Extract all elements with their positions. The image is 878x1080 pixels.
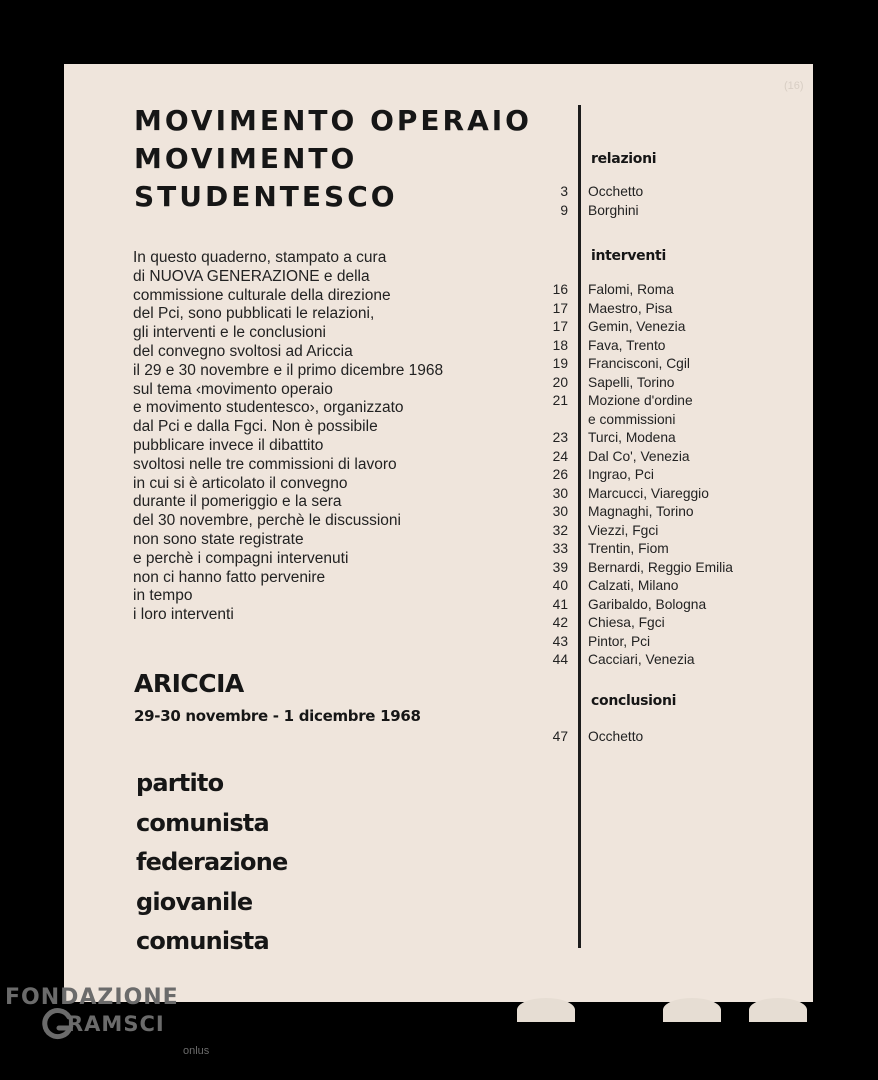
toc-entry-name: Maestro, Pisa [588, 300, 673, 316]
title-line: MOVIMENTO [134, 142, 358, 175]
watermark-logo [5, 985, 210, 1057]
intro-line: di NUOVA GENERAZIONE e della [133, 267, 370, 285]
toc-entry-name: Pintor, Pci [588, 633, 651, 649]
toc-entry [534, 522, 813, 541]
toc-entry [534, 728, 813, 747]
toc-entry [534, 374, 813, 393]
toc-entry [534, 355, 813, 374]
toc-entry-name: Viezzi, Fgci [588, 522, 659, 538]
intro-line: svoltosi nelle tre commissioni di lavoro [133, 455, 397, 473]
toc-entry [534, 651, 813, 670]
watermark-line1: FONDAZIONE [5, 985, 179, 1010]
toc-page-number: 30 [552, 504, 568, 519]
intro-line: durante il pomeriggio e la sera [133, 493, 342, 511]
toc-page-number: 47 [552, 729, 568, 744]
toc-page-number: 39 [552, 559, 568, 575]
toc-page-number: 9 [560, 202, 568, 218]
toc-page-number: 30 [552, 485, 568, 501]
toc-entry-name: Trentin, Fiom [588, 541, 669, 556]
toc-entry-name: Magnaghi, Torino [588, 504, 694, 519]
organizer-line: giovanile [136, 887, 253, 916]
toc-entry-name: Marcucci, Viareggio [588, 485, 709, 501]
intro-line: del Pci, sono pubblicati le relazioni, [133, 305, 375, 323]
intro-line: il 29 e 30 novembre e il primo dicembre 1968 [133, 361, 444, 379]
organizer-line: comunista [136, 808, 269, 837]
toc-entry [534, 429, 813, 448]
toc-entry [534, 540, 813, 559]
toc-entry [534, 392, 813, 411]
place-heading: ARICCIA [134, 669, 244, 698]
intro-line: del 30 novembre, perchè le discussioni [133, 512, 401, 530]
toc-entry [534, 596, 813, 615]
toc-page-number: 23 [552, 430, 568, 445]
toc-page-number: 41 [552, 596, 568, 612]
toc-page-number: 33 [552, 541, 568, 556]
document-title [134, 102, 532, 216]
toc-entry-name: Chiesa, Fgci [588, 615, 665, 630]
toc-entry [534, 577, 813, 596]
organizer-line: comunista [136, 927, 269, 955]
toc-entry [534, 559, 813, 578]
toc-entry-name: Cacciari, Venezia [588, 652, 695, 667]
toc-page-number: 24 [552, 448, 568, 464]
intro-line: In questo quaderno, stampato a cura [133, 249, 387, 266]
toc-entry [534, 485, 813, 504]
toc-entry-name: Garibaldo, Bologna [588, 596, 707, 612]
intro-line: non ci hanno fatto pervenire [133, 568, 326, 586]
document-page [64, 64, 813, 1002]
intro-line: i loro interventi [133, 606, 234, 624]
organizer-line: federazione [136, 848, 288, 876]
toc-entry-name: Calzati, Milano [588, 578, 679, 593]
intro-line: dal Pci e dalla Fgci. Non è possibile [133, 418, 378, 436]
toc-entry-name: Occhetto [588, 729, 644, 744]
toc-entry [534, 411, 813, 430]
page-edge-shape [517, 998, 575, 1022]
toc-page-number: 20 [552, 374, 568, 390]
toc-entry-name: e commissioni [588, 411, 676, 427]
toc-page-number: 16 [552, 282, 568, 297]
intro-paragraph [133, 249, 503, 625]
toc-entry [534, 448, 813, 467]
title-line: MOVIMENTO OPERAIO [134, 104, 532, 137]
toc-page-number: 44 [552, 652, 568, 667]
toc-entry [534, 614, 813, 633]
toc-page-number: 18 [552, 337, 568, 353]
toc-page-number: 3 [560, 184, 568, 199]
title-line: STUDENTESCO [134, 180, 398, 213]
watermark-line2-row [41, 1007, 179, 1041]
toc-entry-name: Fava, Trento [588, 337, 666, 353]
toc-page-number: 40 [552, 578, 568, 593]
toc-entry-name: Borghini [588, 202, 639, 218]
toc-page-number: 32 [552, 522, 568, 538]
toc-entry-name: Bernardi, Reggio Emilia [588, 559, 733, 575]
intro-line: e perchè i compagni intervenuti [133, 549, 349, 567]
page-edge-shape [663, 998, 721, 1022]
toc-page-number: 43 [552, 633, 568, 649]
toc-relazioni-list [534, 183, 813, 220]
toc-entry-name: Dal Co', Venezia [588, 448, 690, 464]
intro-line: gli interventi e le conclusioni [133, 324, 326, 342]
page-edge-shape [749, 998, 807, 1022]
toc-entry [534, 633, 813, 652]
toc-entry [534, 300, 813, 319]
toc-entry [534, 503, 813, 522]
toc-entry-name: Turci, Modena [588, 430, 676, 445]
toc-entry-name: Gemin, Venezia [588, 319, 686, 334]
intro-line: in tempo [133, 587, 193, 605]
toc-interventi-list [534, 281, 813, 670]
toc-page-number: 17 [552, 300, 568, 316]
toc-page-number: 21 [552, 393, 568, 408]
intro-line: pubblicare invece il dibattito [133, 436, 324, 454]
watermark-line2: RAMSCI [67, 1012, 165, 1036]
event-dates: 29-30 novembre - 1 dicembre 1968 [134, 707, 421, 725]
toc-entry [534, 202, 813, 221]
toc-entry-name: Ingrao, Pci [588, 467, 654, 482]
intro-line: in cui si è articolato il convegno [133, 474, 348, 492]
intro-line: sul tema ‹movimento operaio [133, 380, 333, 398]
toc-page-number [534, 411, 568, 430]
intro-line: non sono state registrate [133, 530, 304, 548]
toc-entry-name: Mozione d'ordine [588, 393, 693, 408]
toc-page-number: 17 [552, 319, 568, 334]
toc-entry-name: Sapelli, Torino [588, 374, 675, 390]
toc-entry [534, 183, 813, 202]
toc-heading-interventi: interventi [591, 248, 666, 264]
toc-entry-name: Francisconi, Cgil [588, 356, 690, 371]
toc-page-number: 42 [552, 615, 568, 630]
organizer-line: partito [136, 769, 224, 797]
toc-entry [534, 466, 813, 485]
intro-line: del convegno svoltosi ad Ariccia [133, 342, 353, 360]
toc-conclusioni-list [534, 728, 813, 747]
toc-heading-relazioni: relazioni [591, 151, 657, 167]
toc-page-number: 19 [552, 356, 568, 371]
watermark-suffix: onlus [183, 1045, 210, 1057]
intro-line: e movimento studentesco›, organizzato [133, 399, 404, 417]
toc-page-number: 26 [552, 467, 568, 482]
toc-entry [534, 318, 813, 337]
toc-heading-conclusioni: conclusioni [591, 693, 677, 709]
toc-entry [534, 281, 813, 300]
toc-entry-name: Occhetto [588, 184, 644, 199]
corner-page-mark: (16) [784, 80, 804, 92]
toc-entry-name: Falomi, Roma [588, 282, 674, 297]
intro-line: commissione culturale della direzione [133, 286, 391, 304]
organizer-block [136, 764, 287, 962]
toc-entry [534, 337, 813, 356]
